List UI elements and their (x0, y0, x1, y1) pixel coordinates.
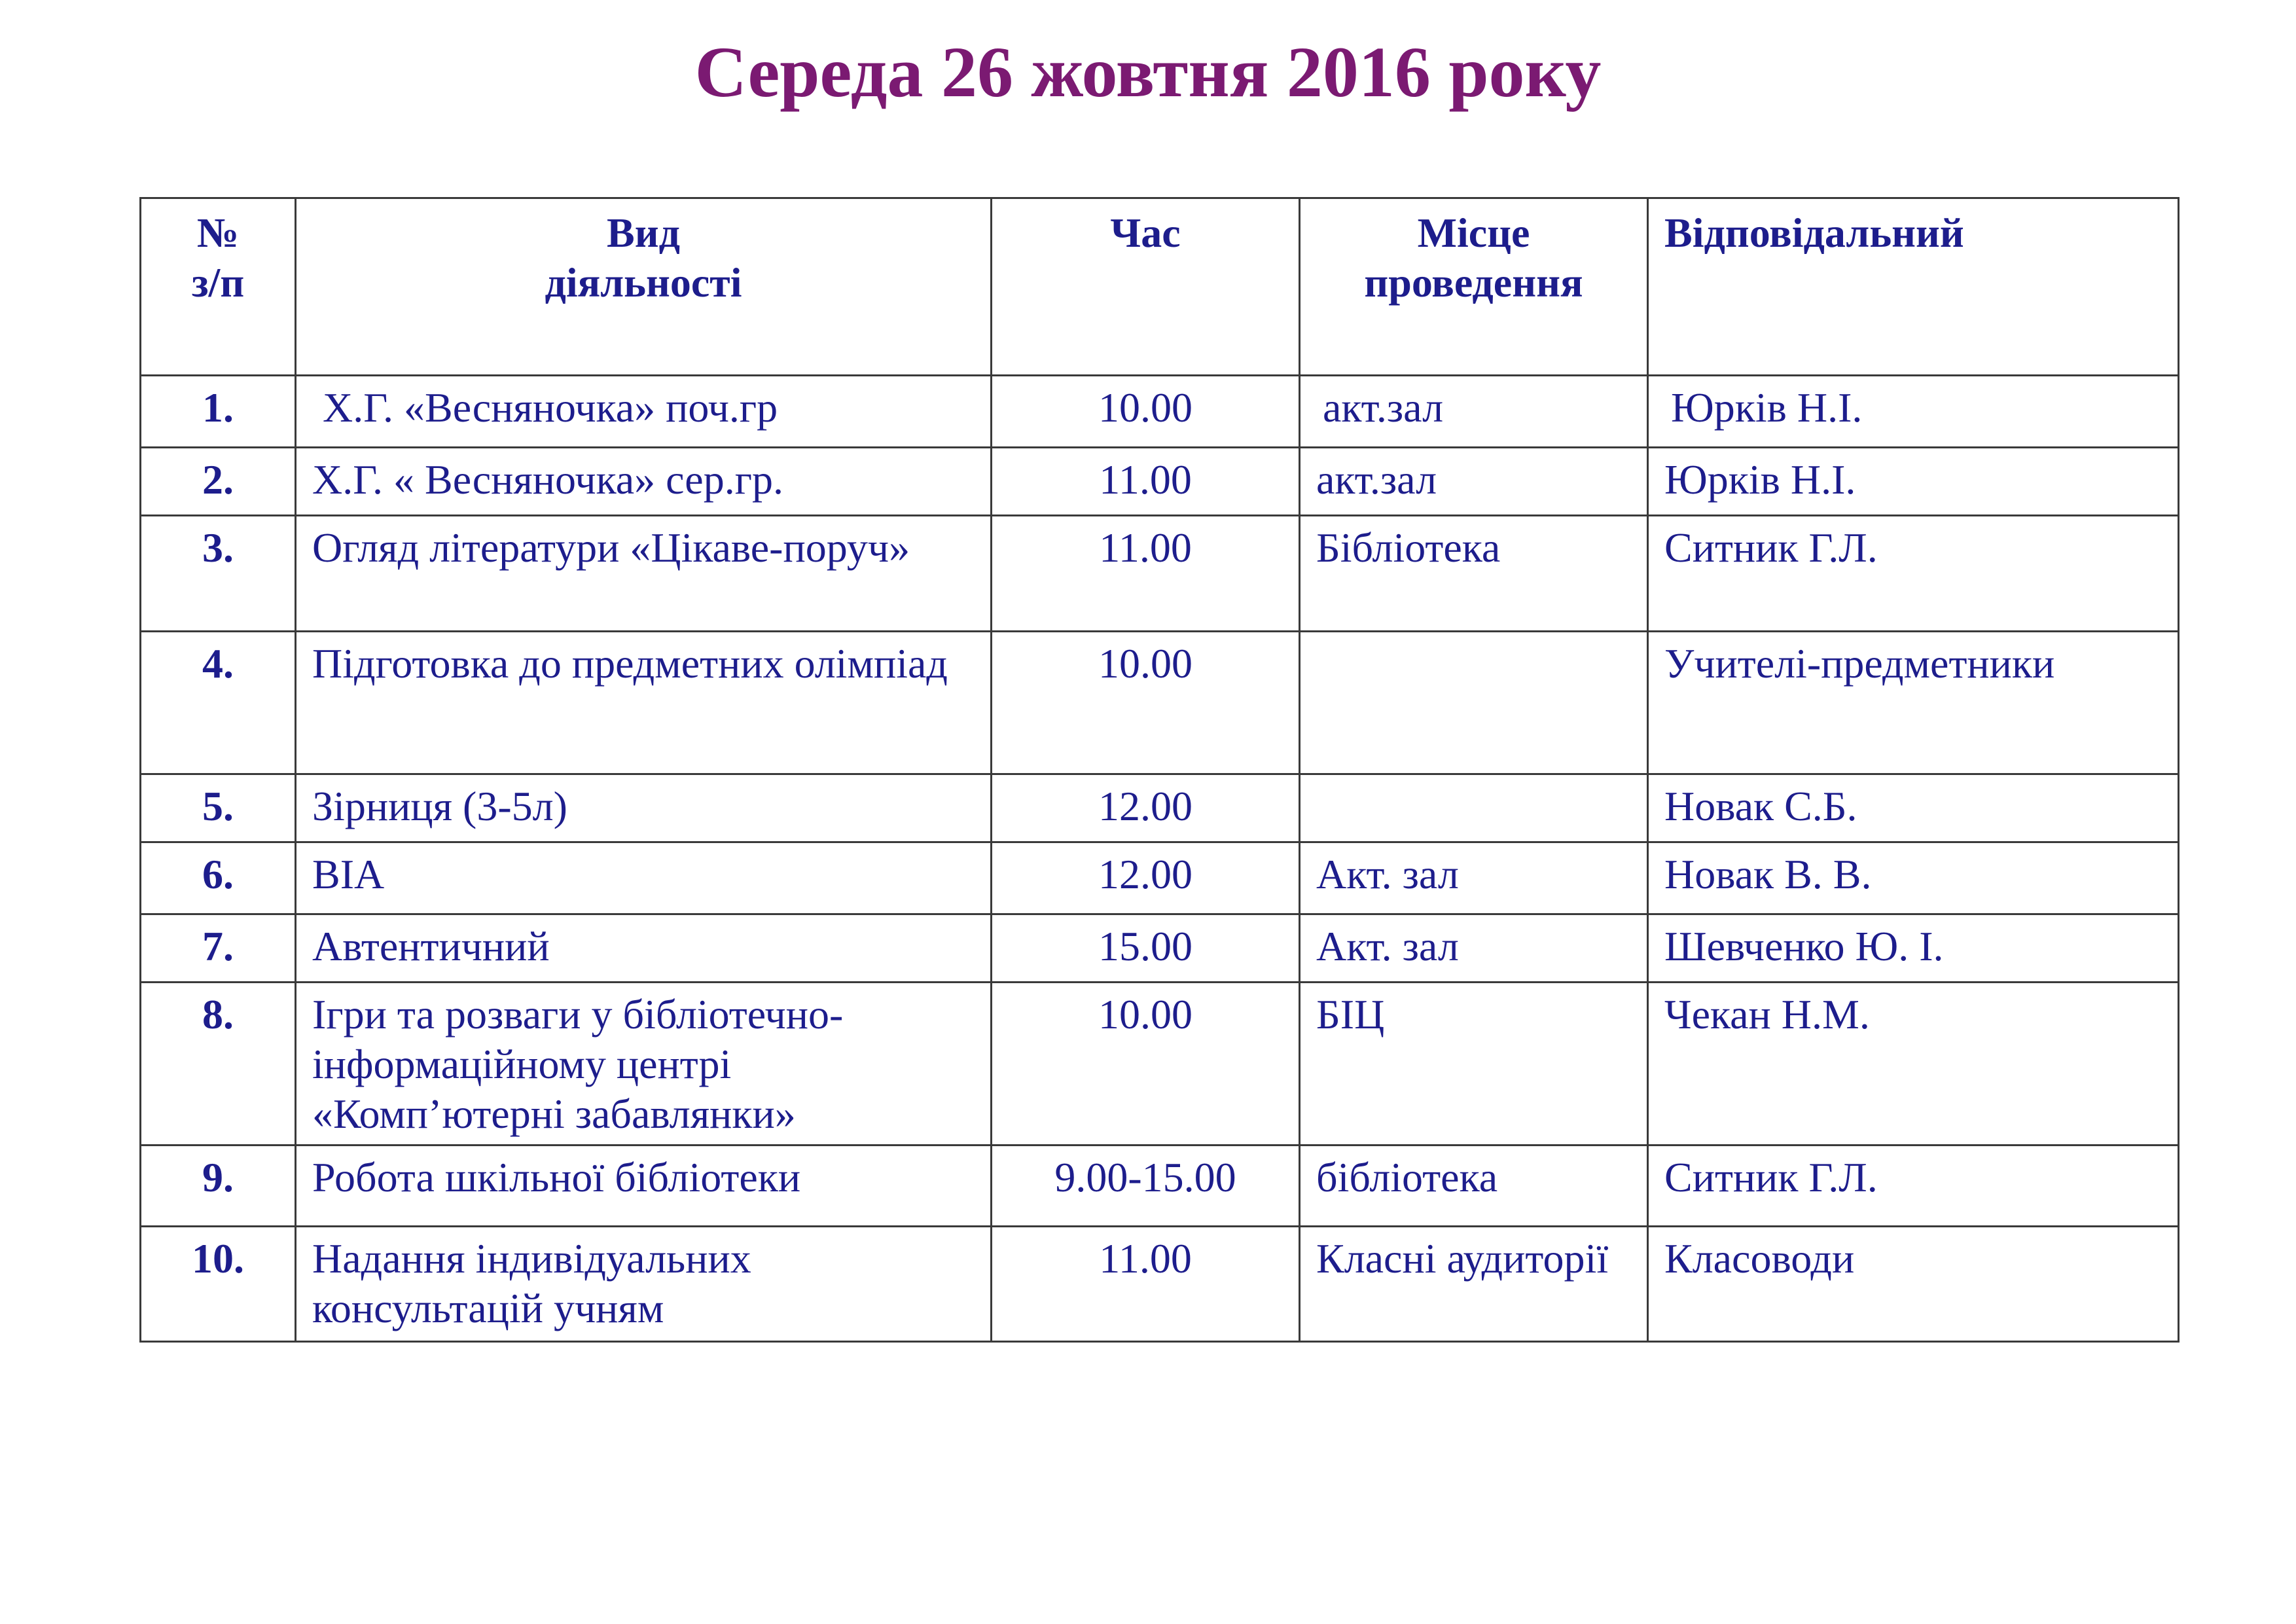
row-responsible: Чекан Н.М. (1648, 983, 2179, 1146)
row-responsible: Учителі-предметники (1648, 632, 2179, 774)
table-row (141, 1146, 2179, 1227)
schedule-table (139, 197, 2179, 1343)
header-activity-line-2: діяльності (545, 259, 742, 306)
row-time: 11.00 (992, 1227, 1300, 1342)
header-number-line-1: № (196, 209, 240, 256)
header-place-line-1: Місце (1417, 209, 1530, 256)
row-activity: Ігри та розваги у бібліотечно-інформаційному центрі «Комп’ютерні забавлянки» (296, 983, 992, 1146)
header-responsible-label: Відповідальний (1664, 209, 1964, 256)
page-title: Середа 26 жовтня 2016 року (694, 32, 1602, 112)
header-responsible (1648, 198, 2179, 376)
row-number: 6. (141, 842, 296, 914)
row-responsible: Ситник Г.Л. (1648, 1146, 2179, 1227)
header-time-label: Час (1110, 209, 1181, 256)
header-activity (296, 198, 992, 376)
row-activity: Х.Г. « Весняночка» сер.гр. (296, 448, 992, 516)
row-place: Акт. зал (1300, 914, 1648, 983)
row-place (1300, 774, 1648, 842)
table-row (141, 632, 2179, 774)
table-header-row (141, 198, 2179, 376)
header-place (1300, 198, 1648, 376)
row-responsible: Юрків Н.І. (1648, 448, 2179, 516)
row-place: бібліотека (1300, 1146, 1648, 1227)
table-row (141, 842, 2179, 914)
row-activity: Робота шкільної бібліотеки (296, 1146, 992, 1227)
row-time: 11.00 (992, 448, 1300, 516)
row-time: 12.00 (992, 774, 1300, 842)
row-number: 2. (141, 448, 296, 516)
header-activity-line-1: Вид (607, 209, 680, 256)
row-time: 10.00 (992, 983, 1300, 1146)
header-number (141, 198, 296, 376)
row-responsible: Новак В. В. (1648, 842, 2179, 914)
header-place-line-2: проведення (1364, 259, 1583, 306)
table-row (141, 448, 2179, 516)
row-time: 9.00-15.00 (992, 1146, 1300, 1227)
row-activity: Зірниця (3-5л) (296, 774, 992, 842)
row-place: акт.зал (1300, 448, 1648, 516)
row-activity: Підготовка до предметних олімпіад (296, 632, 992, 774)
row-number: 10. (141, 1227, 296, 1342)
row-number: 1. (141, 376, 296, 448)
row-number: 5. (141, 774, 296, 842)
row-activity: ВІА (296, 842, 992, 914)
row-number: 9. (141, 1146, 296, 1227)
row-responsible: Юрків Н.І. (1648, 376, 2179, 448)
row-responsible: Новак С.Б. (1648, 774, 2179, 842)
row-place: Класні аудиторії (1300, 1227, 1648, 1342)
row-number: 3. (141, 516, 296, 632)
row-place (1300, 632, 1648, 774)
table-row (141, 516, 2179, 632)
row-responsible: Шевченко Ю. І. (1648, 914, 2179, 983)
row-number: 4. (141, 632, 296, 774)
row-activity: Автентичний (296, 914, 992, 983)
row-place: БІЦ (1300, 983, 1648, 1146)
row-number: 8. (141, 983, 296, 1146)
row-responsible: Ситник Г.Л. (1648, 516, 2179, 632)
row-time: 15.00 (992, 914, 1300, 983)
row-time: 10.00 (992, 376, 1300, 448)
row-activity: Х.Г. «Весняночка» поч.гр (296, 376, 992, 448)
table-row (141, 1227, 2179, 1342)
row-activity: Надання індивідуальних консультацій учням (296, 1227, 992, 1342)
row-time: 11.00 (992, 516, 1300, 632)
table-row (141, 914, 2179, 983)
row-number: 7. (141, 914, 296, 983)
row-place: Бібліотека (1300, 516, 1648, 632)
header-number-line-2: з/п (191, 259, 245, 306)
header-time (992, 198, 1300, 376)
row-place: акт.зал (1300, 376, 1648, 448)
table-row (141, 376, 2179, 448)
row-time: 12.00 (992, 842, 1300, 914)
row-activity: Огляд літератури «Цікаве-поруч» (296, 516, 992, 632)
table-row (141, 774, 2179, 842)
table-row (141, 983, 2179, 1146)
row-time: 10.00 (992, 632, 1300, 774)
row-responsible: Класоводи (1648, 1227, 2179, 1342)
row-place: Акт. зал (1300, 842, 1648, 914)
